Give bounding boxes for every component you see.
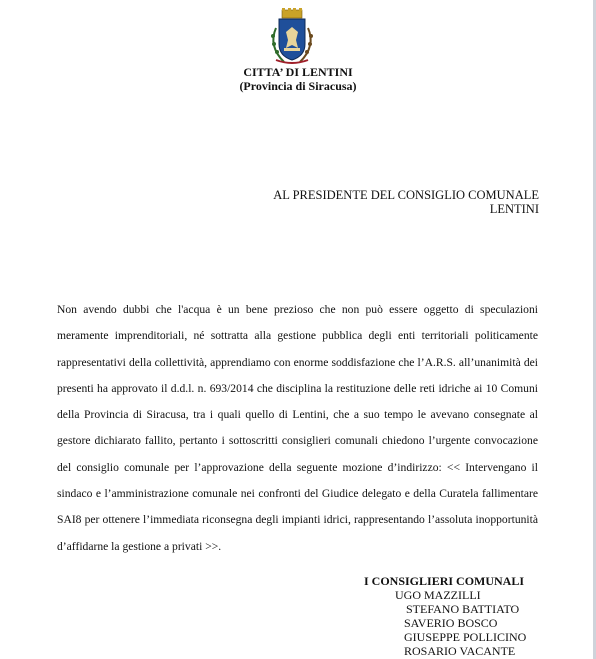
signatory-name: GIUSEPPE POLLICINO [404,630,527,644]
city-crest-icon [262,8,322,66]
city-name [0,65,596,80]
signatory-name: STEFANO BATTIATO [406,602,520,616]
signatory-name: UGO MAZZILLI [395,588,481,602]
addressee-line-1: AL PRESIDENTE DEL CONSIGLIO COMUNALE [273,188,539,202]
city-name-text: CITTA’ DI LENTINI [243,65,353,79]
addressee-line-2: LENTINI [489,202,539,216]
province-name: (Provincia di Siracusa) [239,79,357,93]
motion-body-text: Non avendo dubbi che l'acqua è un bene prezioso che non può essere oggetto di speculazioni meramente imprenditoriali, né sottratta alla gestione pubblica degli enti territoriali politicamente rappresentativi della collettività, apprendiamo con enorme soddisfazione che l’A.R.S. all’unanimità dei presenti ha approvato il d.d.l. n. 693/2014 che disciplina la restituzione delle reti idriche ai 10 Comuni della Provincia di Siracusa, tra i quali quello di Lentini, che a suo tempo le avevano consegnate al gestore dichiarato fallito, pertanto i sottoscritti consiglieri comunali chiedono l’urgente convocazione del consiglio comunale per l’approvazione della seguente mozione d’indirizzo: << Intervengano il sindaco e l’amministrazione comunale nei confronti del Giudice delegato e della Curatela fallimentare SAI8 per ottenere l’immediata riconsegna degli impianti idrici, rappresentando l’assoluta inopportunità d’affidarne la gestione a privati >>. [57,303,538,553]
signatory-name: ROSARIO VACANTE [404,644,516,658]
signatory-name: SAVERIO BOSCO [404,616,498,630]
signatories-title: I CONSIGLIERI COMUNALI [364,574,525,588]
